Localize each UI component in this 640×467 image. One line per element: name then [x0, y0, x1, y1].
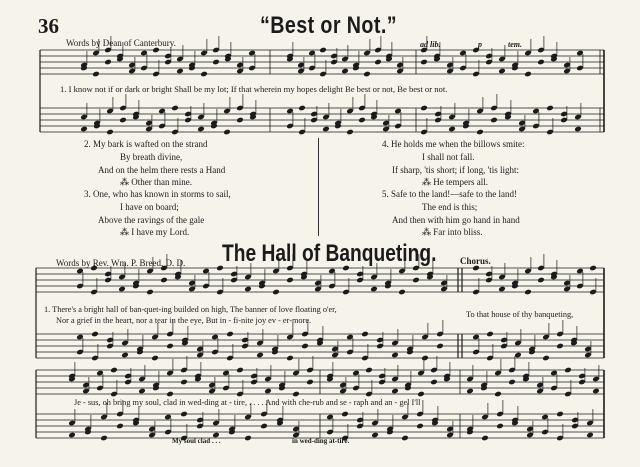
note-head — [244, 286, 252, 293]
song2-lyric-line1a: 1. There's a bright hall of ban-quet-ing builded on high, The banner of love floating o'er, — [44, 305, 337, 314]
note-head — [391, 388, 399, 395]
note-head — [292, 391, 300, 398]
note-head — [391, 352, 399, 359]
note-head — [106, 129, 114, 136]
note-head — [420, 59, 428, 66]
note-head — [298, 105, 306, 112]
note-head — [514, 352, 522, 359]
note-head — [417, 391, 425, 398]
note-head — [537, 59, 545, 66]
song2-lyric-line3b: in wed-ding at-tire. — [292, 437, 350, 445]
verse-line: Above the ravings of the gale — [98, 214, 205, 225]
verse-line: 3. One, who has known in storms to sail, — [84, 189, 231, 199]
note-head — [341, 68, 349, 75]
note-head — [260, 423, 268, 430]
note-head — [421, 355, 429, 362]
note-head — [398, 289, 406, 296]
note-head — [286, 355, 294, 362]
note-head — [416, 423, 424, 430]
note-head — [361, 331, 369, 338]
verse-line: The end is this; — [422, 201, 478, 212]
verse-line: And then with him go hand in hand — [392, 214, 520, 225]
note-head — [104, 59, 112, 66]
note-head — [574, 126, 582, 133]
note-head — [401, 435, 409, 442]
note-head — [197, 126, 205, 133]
note-head — [212, 59, 220, 66]
note-head — [370, 286, 378, 293]
note-head — [448, 126, 456, 133]
song1-credit: Words by Dean of Canterbury. — [66, 38, 176, 48]
note-head — [301, 343, 309, 350]
note-head — [490, 117, 498, 124]
note-head — [80, 126, 88, 133]
note-head — [119, 117, 127, 124]
song2-lyric-line2: Je - sus, oh bring my soul, clad in wed-ding at - tire, . . . . And with che-rub and se - raph and an - gel I'll — [74, 398, 421, 407]
note-head — [486, 331, 494, 338]
note-head — [508, 379, 516, 386]
song2-credit: Words by Rev. Wm. P. Breed, D. D. — [56, 258, 186, 268]
note-head — [92, 71, 100, 78]
note-head — [586, 432, 594, 439]
verse-3 — [84, 188, 231, 239]
song1-lyric-line: 1. I know not if or dark or bright Shall be my lot; If that wherein my hopes delight Be best or not, Be best or not. — [60, 84, 448, 94]
note-head — [176, 68, 184, 75]
note-head — [496, 423, 504, 430]
note-head — [371, 432, 379, 439]
verse-line: ⁂ Other than mine. — [120, 177, 192, 188]
note-head — [524, 289, 532, 296]
note-head — [319, 47, 327, 54]
verse-line: By breath divine, — [120, 151, 183, 162]
note-head — [151, 355, 159, 362]
verse-line: 5. Safe to the land!—safe to the land! — [382, 189, 517, 199]
note-head — [264, 388, 272, 395]
note-head — [341, 411, 349, 418]
note-head — [118, 286, 126, 293]
note-head — [180, 379, 188, 386]
column-divider — [318, 138, 319, 236]
note-head — [363, 71, 371, 78]
dynamic-mark-p: p — [478, 40, 482, 49]
note-head — [476, 129, 484, 136]
note-head — [100, 435, 108, 442]
note-head — [420, 105, 428, 112]
note-head — [374, 59, 382, 66]
page-number: 36 — [38, 14, 59, 38]
note-head — [556, 411, 564, 418]
note-head — [200, 71, 208, 78]
note-head — [116, 423, 124, 430]
note-head — [180, 411, 188, 418]
verse-5 — [382, 188, 520, 239]
note-head — [256, 352, 264, 359]
note-head — [589, 265, 597, 272]
note-head — [436, 343, 444, 350]
song2-lyric-line3a: My soul clad . . . — [172, 437, 221, 445]
note-head — [121, 352, 129, 359]
note-head — [68, 432, 76, 439]
note-head — [365, 367, 373, 374]
note-head — [110, 367, 118, 374]
note-head — [91, 331, 99, 338]
note-head — [146, 289, 154, 296]
note-head — [592, 388, 600, 395]
song2-lyric-line1b: Nor a grief in the heart, nor a tear in the eye, But in - fi-nite joy ev - er-more. — [56, 316, 312, 325]
song2-title: The Hall of Banqueting. — [222, 240, 437, 267]
note-head — [166, 343, 174, 350]
note-head — [498, 286, 506, 293]
note-head — [244, 435, 252, 442]
note-head — [494, 391, 502, 398]
note-head — [272, 289, 280, 296]
note-head — [226, 331, 234, 338]
verse-line: 4. He holds me when the billows smite: — [382, 139, 525, 149]
note-head — [466, 388, 474, 395]
note-head — [481, 435, 489, 442]
chorus-label: Chorus. — [460, 256, 491, 266]
note-head — [306, 379, 314, 386]
verse-line: ⁂ Far into bliss. — [422, 227, 483, 238]
note-head — [223, 129, 231, 136]
note-head — [542, 355, 550, 362]
tempo-mark-tem: tem. — [508, 40, 522, 49]
song1-title: “Best or Not.” — [260, 12, 397, 39]
note-head — [412, 277, 420, 284]
note-head — [546, 105, 554, 112]
verse-line: I have on board; — [120, 201, 179, 212]
note-head — [322, 126, 330, 133]
verse-line: If sharp, 'tis short; if long, 'tis light: — [392, 164, 519, 175]
verse-2 — [84, 138, 225, 189]
note-head — [286, 277, 294, 284]
chorus-lyric-line: To that house of thy banqueting, — [466, 310, 574, 319]
verse-line: And on the helm there rests a Hand — [98, 164, 226, 175]
note-head — [346, 129, 354, 136]
note-head — [498, 68, 506, 75]
note-head — [524, 71, 532, 78]
note-head — [556, 343, 564, 350]
note-head — [564, 367, 572, 374]
note-head — [171, 105, 179, 112]
note-head — [537, 277, 545, 284]
verse-line: 2. My bark is wafted on the strand — [84, 139, 208, 149]
verse-line: I shall not fall. — [422, 151, 475, 162]
note-head — [236, 117, 244, 124]
note-head — [358, 117, 366, 124]
verse-4 — [382, 138, 524, 189]
verse-line: ⁂ He tempers all. — [422, 177, 488, 188]
tempo-mark-adlib: ad lib. — [420, 40, 441, 49]
note-head — [166, 391, 174, 398]
note-head — [138, 388, 146, 395]
verse-line: ⁂ I have my Lord. — [120, 227, 190, 238]
note-head — [430, 379, 438, 386]
note-head — [236, 367, 244, 374]
note-head — [160, 277, 168, 284]
